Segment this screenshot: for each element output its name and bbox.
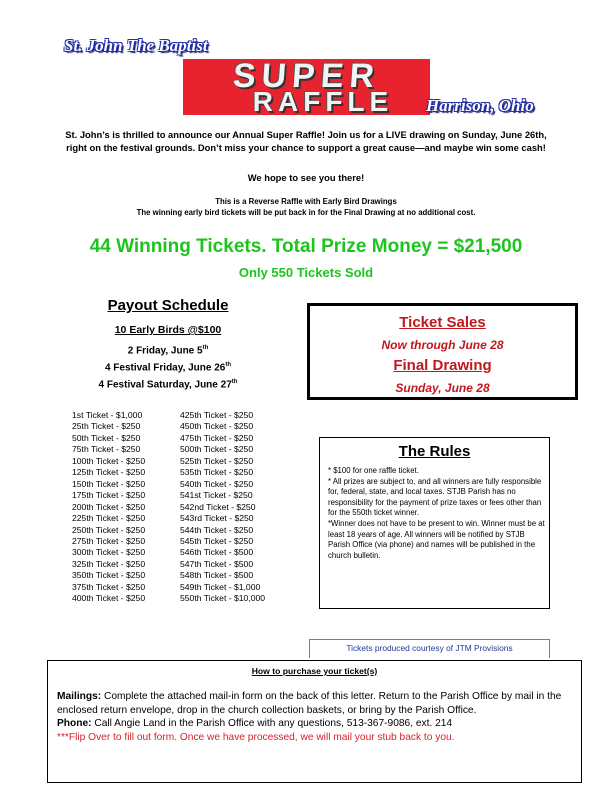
rule-item: * $100 for one raffle ticket. [328,466,419,475]
flip-over-note: ***Flip Over to fill out form. Once we have processed, we will mail your stub back to you. [57,731,455,743]
logo-super-text: SUPER [231,57,382,95]
payout-schedule-title: Payout Schedule [107,297,229,314]
payout-row [72,593,312,604]
payout-cell-right: 546th Ticket - $500 [180,547,254,558]
reverse-raffle-note [20,196,592,218]
payout-cell-right: 548th Ticket - $500 [180,570,254,581]
payout-row [72,570,312,581]
payout-cell-right: 500th Ticket - $250 [180,444,254,455]
payout-cell-left: 250th Ticket - $250 [72,524,146,535]
payout-cell-left: 50th Ticket - $250 [72,432,141,443]
logo-raffle-text: RAFFLE [252,86,394,117]
intro-paragraph [20,128,592,154]
mailings-paragraph [57,690,579,717]
payout-cell-right: 450th Ticket - $250 [180,421,254,432]
payout-row [72,502,312,513]
rule-item: *Winner does not have to be present to win. Winner must be at least 18 years of age. All winners will be notified by STJB Parish Office (via phone) and names will be published in the church bulletin. [328,518,545,560]
final-drawing-date: Sunday, June 28 [395,381,490,395]
payout-cell-left: 375th Ticket - $250 [72,581,146,592]
payout-row [72,513,312,524]
payout-row [72,479,312,490]
early-bird-line-2: 4 Festival Friday, June 26th [104,362,232,374]
payout-cell-left: 125th Ticket - $250 [72,467,146,478]
mailings-text: Complete the attached mail-in form on the back of this letter. Return to the Parish Office by mail in the enclosed return envelope, drop in the church collection baskets, or bring by the Parish Office. [57,691,562,716]
payout-row [72,467,312,478]
payout-row [72,421,312,432]
payout-row [72,433,312,444]
payout-cell-left: 300th Ticket - $250 [72,547,146,558]
payout-cell-right: 425th Ticket - $250 [180,410,254,420]
intro-line-2: right on the festival grounds. Don’t miss your chance to support a great cause—and maybe win some cash! [66,142,546,153]
hope-line: We hope to see you there! [247,172,365,183]
final-drawing-title: Final Drawing [393,357,492,374]
payout-cell-left: 200th Ticket - $250 [72,501,146,512]
payout-cell-left: 75th Ticket - $250 [72,444,141,455]
payout-row [72,444,312,455]
payout-cell-right: 544th Ticket - $250 [180,524,254,535]
payout-row [72,456,312,467]
payout-cell-right: 525th Ticket - $250 [180,455,254,466]
payout-row [72,582,312,593]
purchase-body [57,690,579,744]
early-bird-line-3: 4 Festival Saturday, June 27th [98,379,238,391]
payout-cell-right: 542nd Ticket - $250 [180,501,256,512]
payout-row [72,525,312,536]
early-birds-heading: 10 Early Birds @$100 [114,324,222,336]
payout-cell-right: 535th Ticket - $250 [180,467,254,478]
prize-headline: 44 Winning Tickets. Total Prize Money = $21,500 [89,236,523,257]
intro-line-1: St. John’s is thrilled to announce our Annual Super Raffle! Join us for a LIVE drawing on Sunday, June 26th, [65,129,547,140]
payout-cell-right: 541st Ticket - $250 [180,490,253,501]
payout-cell-right: 547th Ticket - $500 [180,558,254,569]
payout-cell-right: 543rd Ticket - $250 [180,513,254,524]
reverse-line-1: This is a Reverse Raffle with Early Bird Drawings [215,197,397,206]
payout-cell-left: 350th Ticket - $250 [72,570,146,581]
phone-paragraph [57,717,579,731]
church-name: St. John The Baptist [64,36,208,55]
early-bird-line-1: 2 Friday, June 5th [127,345,209,357]
payout-row [72,536,312,547]
payout-cell-left: 400th Ticket - $250 [72,593,146,604]
payout-cell-right: 549th Ticket - $1,000 [180,581,261,592]
mailings-label: Mailings: [57,691,102,702]
rules-list [328,466,546,561]
payout-cell-right: 545th Ticket - $250 [180,535,254,546]
payout-cell-right: 475th Ticket - $250 [180,432,254,443]
courtesy-note: Tickets produced courtesy of JTM Provisions [346,643,513,653]
payout-cell-left: 1st Ticket - $1,000 [72,410,143,420]
payout-cell-left: 225th Ticket - $250 [72,513,146,524]
rules-title: The Rules [398,443,471,460]
ticket-sales-title: Ticket Sales [399,314,486,331]
rule-item: * All prizes are subject to, and all winners are fully responsible for, federal, state, and local taxes. STJB Parish has no responsibility for the payment of prize taxes or fees other than for the 550th ticket winner. [328,476,542,518]
payout-row [72,410,312,421]
payout-row [72,559,312,570]
payout-cell-left: 175th Ticket - $250 [72,490,146,501]
phone-text: Call Angie Land in the Parish Office with any questions, 513-367-9086, ext. 214 [91,718,453,730]
reverse-line-2: The winning early bird tickets will be put back in for the Final Drawing at no additional cost. [136,208,476,217]
ticket-sales-dates: Now through June 28 [381,338,504,352]
phone-label: Phone: [57,718,92,730]
payout-cell-right: 550th Ticket - $10,000 [180,593,266,604]
payout-row [72,547,312,558]
payout-cell-left: 275th Ticket - $250 [72,535,146,546]
payout-cell-left: 25th Ticket - $250 [72,421,141,432]
purchase-title: How to purchase your ticket(s) [251,666,378,676]
payout-cell-right: 540th Ticket - $250 [180,478,254,489]
payout-cell-left: 100th Ticket - $250 [72,455,146,466]
payout-row [72,490,312,501]
payout-cell-left: 325th Ticket - $250 [72,558,146,569]
tickets-sold: Only 550 Tickets Sold [238,265,374,280]
city-name: Harrison, Ohio [426,96,534,115]
payout-cell-left: 150th Ticket - $250 [72,478,146,489]
